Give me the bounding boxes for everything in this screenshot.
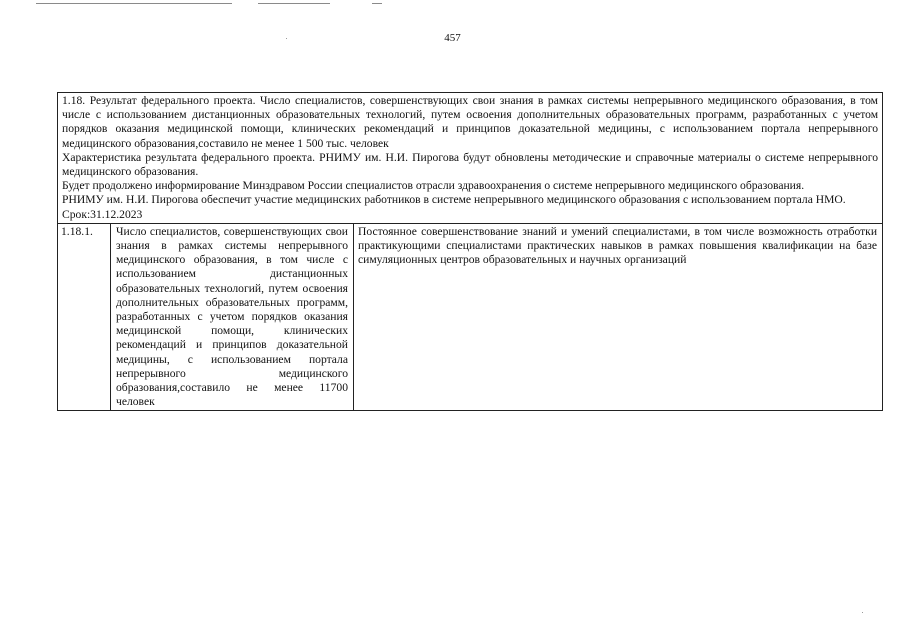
scan-speck	[286, 38, 287, 39]
federal-result-header-row	[58, 93, 883, 224]
result-characteristic-paragraph: Характеристика результата федерального проекта. РНИМУ им. Н.И. Пирогова будут обновлены методические и справочные материалы о системе непрерывного медицинского образования.	[62, 150, 879, 179]
deadline: Срок:31.12.2023	[62, 207, 143, 221]
scan-top-rule-left	[36, 3, 232, 4]
result-description: Постоянное совершенствование знаний и умений специалистами, в том числе возможность отработки практикующими специалистами практических навыков в рамках повышения квалификации на базе симуляционных центров образовательных и научных организаций	[354, 223, 883, 411]
participation-paragraph: РНИМУ им. Н.И. Пирогова обеспечит участие медицинских работников в системе непрерывного медицинского образования с использованием портала НМО.	[62, 193, 846, 207]
federal-result-paragraph: 1.18. Результат федерального проекта. Число специалистов, совершенствующих свои знания в рамках системы непрерывного медицинского образования, в том числе с использованием дистанционных образовательных технологий, путем освоения дополнительных образовательных программ, разработанных с учетом порядков оказания медицинской помощи, клинических рекомендаций и принципов доказательной медицины, с использованием портала непрерывного медицинского образования,составило не менее 1 500 тыс. человек	[62, 94, 879, 150]
scan-top-rule-middle	[258, 3, 330, 4]
scan-top-rule-right	[372, 3, 382, 4]
page-number: 457	[444, 32, 461, 44]
informing-paragraph: Будет продолжено информирование Минздравом России специалистов отрасли здравоохранения о системе непрерывного медицинского образования.	[62, 179, 805, 193]
federal-result-cell	[58, 93, 883, 224]
scan-speck	[862, 612, 863, 613]
table-row	[58, 223, 883, 411]
row-number: 1.18.1.	[58, 223, 111, 411]
program-table	[57, 92, 883, 411]
indicator-description: Число специалистов, совершенствующих свои знания в рамках системы непрерывного медицинского образования, в том числе с использованием дистанционных образовательных технологий, путем освоения дополнительных образовательных программ, разработанных с учетом порядков оказания медицинской помощи, клинических рекомендаций и принципов доказательной медицины, с использованием портала непрерывного медицинского образования,составило не менее 11700 человек	[111, 223, 354, 411]
